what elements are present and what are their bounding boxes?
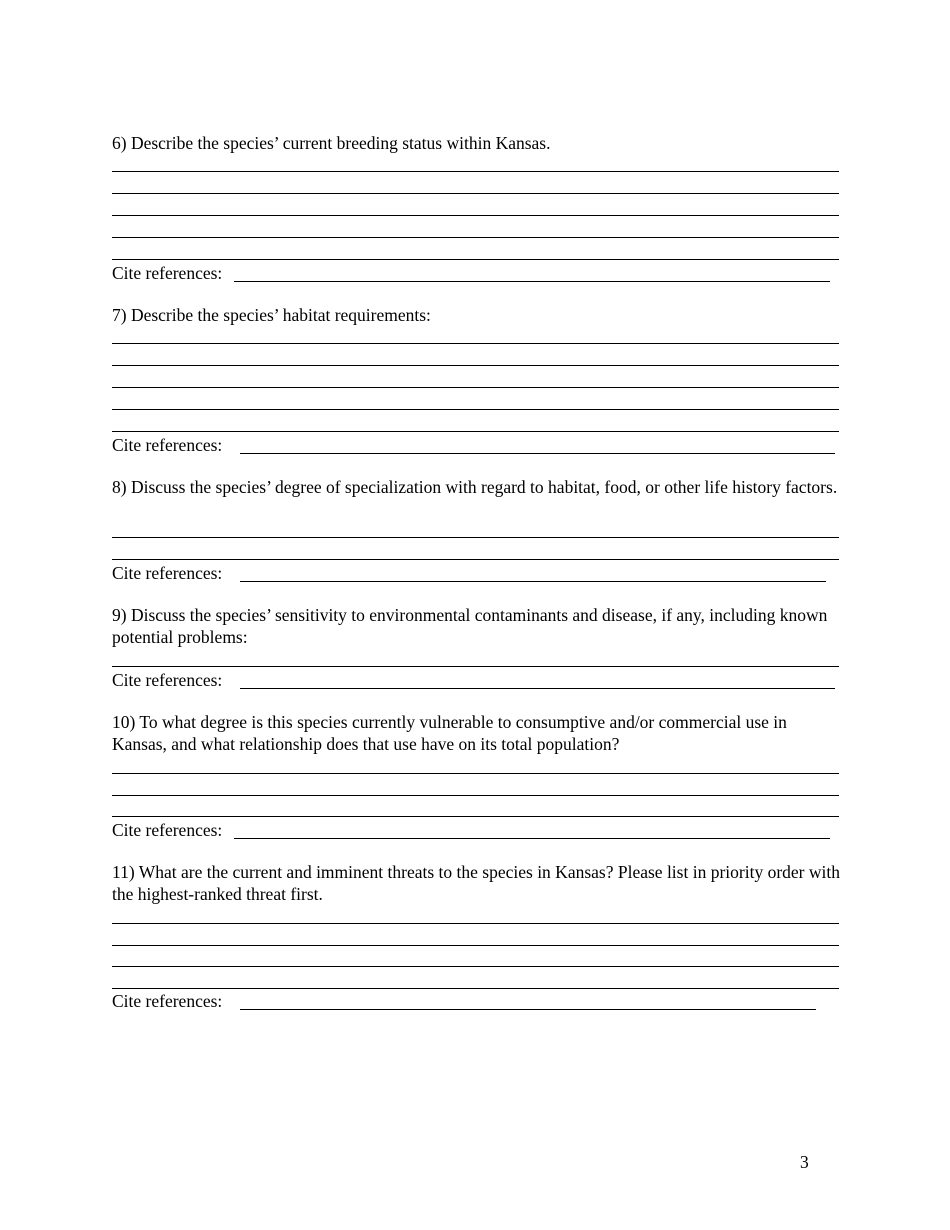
answer-line[interactable]	[112, 988, 839, 989]
cite-references-line[interactable]	[240, 581, 826, 582]
answer-line[interactable]	[112, 193, 839, 194]
question-7-text: 7) Describe the species’ habitat requirements:	[112, 305, 431, 325]
answer-line[interactable]	[112, 923, 839, 924]
answer-line[interactable]	[112, 966, 839, 967]
cite-references-label: Cite references:	[112, 820, 223, 840]
cite-references-label: Cite references:	[112, 563, 223, 583]
answer-line[interactable]	[112, 816, 839, 817]
answer-line[interactable]	[112, 365, 839, 366]
question-11-text: 11) What are the current and imminent threats to the species in Kansas? Please list in priority order with the highest-ranked threat first.	[112, 862, 840, 904]
answer-line[interactable]	[112, 666, 839, 667]
question-10-text: 10) To what degree is this species currently vulnerable to consumptive and/or commercial use in Kansas, and what relationship does that use have on its total population?	[112, 712, 787, 754]
answer-line[interactable]	[112, 259, 839, 260]
cite-references-line[interactable]	[240, 1009, 816, 1010]
cite-references-line[interactable]	[234, 838, 830, 839]
answer-line[interactable]	[112, 945, 839, 946]
question-9-text: 9) Discuss the species’ sensitivity to environmental contaminants and disease, if any, including known potential problems:	[112, 605, 828, 647]
cite-references-label: Cite references:	[112, 991, 223, 1011]
answer-line[interactable]	[112, 409, 839, 410]
cite-references-label: Cite references:	[112, 670, 223, 690]
cite-references-label: Cite references:	[112, 435, 223, 455]
answer-line[interactable]	[112, 431, 839, 432]
answer-line[interactable]	[112, 559, 839, 560]
answer-line[interactable]	[112, 171, 839, 172]
cite-references-line[interactable]	[234, 281, 830, 282]
question-6-text: 6) Describe the species’ current breeding status within Kansas.	[112, 133, 551, 153]
answer-line[interactable]	[112, 795, 839, 796]
question-8-text: 8) Discuss the species’ degree of specialization with regard to habitat, food, or other life history factors.	[112, 477, 838, 497]
answer-line[interactable]	[112, 343, 839, 344]
cite-references-line[interactable]	[240, 688, 835, 689]
cite-references-line[interactable]	[240, 453, 835, 454]
page-number: 3	[800, 1152, 809, 1172]
answer-line[interactable]	[112, 387, 839, 388]
answer-line[interactable]	[112, 537, 839, 538]
answer-line[interactable]	[112, 215, 839, 216]
answer-line[interactable]	[112, 237, 839, 238]
answer-line[interactable]	[112, 773, 839, 774]
cite-references-label: Cite references:	[112, 263, 223, 283]
